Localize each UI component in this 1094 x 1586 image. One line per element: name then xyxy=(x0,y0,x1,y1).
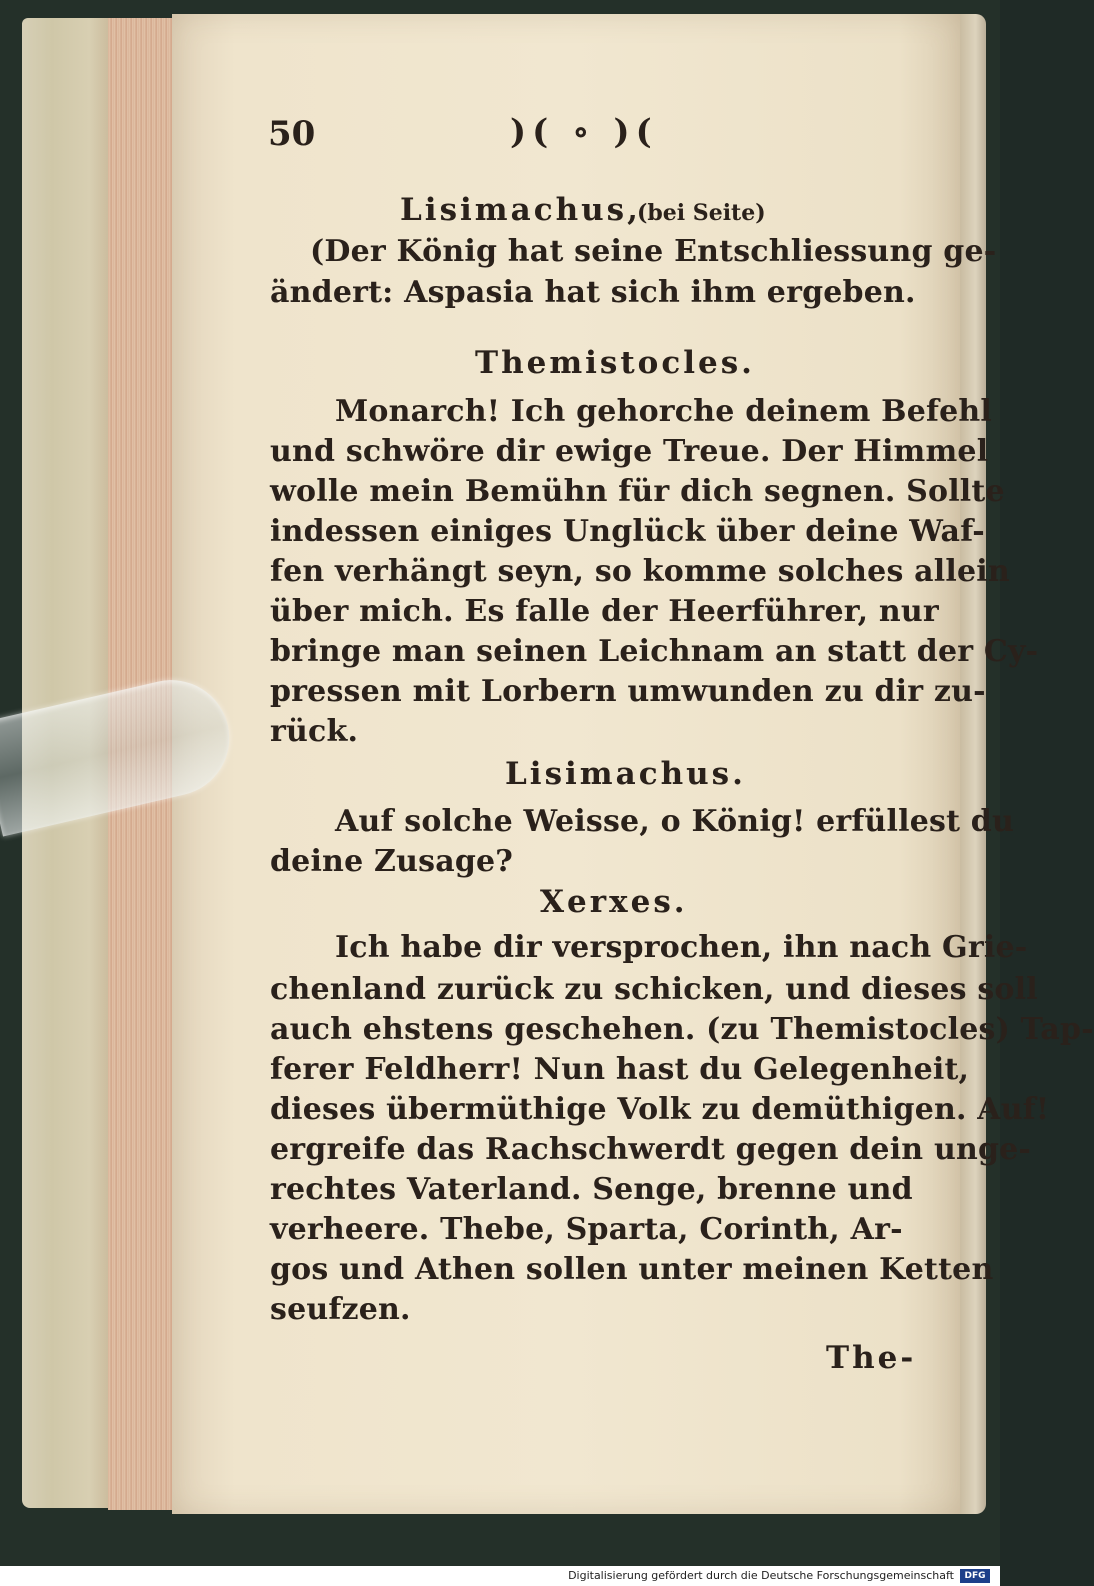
text-line: dieses übermüthige Volk zu demüthigen. Auf! xyxy=(270,1092,1050,1127)
text-line: bringe man seinen Leichnam an statt der Cy- xyxy=(270,634,1039,669)
dfg-logo: DFG xyxy=(960,1569,990,1583)
text-line: chenland zurück zu schicken, und dieses soll xyxy=(270,972,1038,1007)
text-line: seufzen. xyxy=(270,1292,411,1327)
header-ornament: )( ∘ )( xyxy=(510,112,658,152)
catchword: The- xyxy=(826,1340,917,1376)
text-line: wolle mein Bemühn für dich segnen. Sollte xyxy=(270,474,1005,509)
text-line: ergreife das Rachschwerdt gegen dein unge- xyxy=(270,1132,1032,1167)
text-line: über mich. Es falle der Heerführer, nur xyxy=(270,594,939,629)
page-number: 50 xyxy=(268,114,316,154)
text-line: Ich habe dir versprochen, ihn nach Grie- xyxy=(335,930,1028,965)
speaker-name: Themistocles. xyxy=(475,345,755,381)
text-line: deine Zusage? xyxy=(270,844,514,879)
text-line: rück. xyxy=(270,714,359,749)
stage-direction: (bei Seite) xyxy=(637,200,766,226)
text-line: fen verhängt seyn, so komme solches allein xyxy=(270,554,1010,589)
text-line: pressen mit Lorbern umwunden zu dir zu- xyxy=(270,674,986,709)
text-line: indessen einiges Unglück über deine Waf- xyxy=(270,514,985,549)
text-line: und schwöre dir ewige Treue. Der Himmel xyxy=(270,434,989,469)
text-line: (Der König hat seine Entschliessung ge- xyxy=(310,234,997,269)
text-line: ferer Feldherr! Nun hast du Gelegenheit, xyxy=(270,1052,970,1087)
text-line: rechtes Vaterland. Senge, brenne und xyxy=(270,1172,913,1207)
speaker-name: Lisimachus. xyxy=(505,756,746,792)
text-line: gos und Athen sollen unter meinen Ketten xyxy=(270,1252,994,1287)
text-line: ändert: Aspasia hat sich ihm ergeben. xyxy=(270,275,916,310)
speaker-name: Lisimachus, xyxy=(400,192,641,228)
footer-credit: Digitalisierung gefördert durch die Deutsche Forschungsgemeinschaft xyxy=(568,1569,954,1582)
text-line: Auf solche Weisse, o König! erfüllest du xyxy=(335,804,1014,839)
speaker-name: Xerxes. xyxy=(540,884,688,920)
text-line: Monarch! Ich gehorche deinem Befehl xyxy=(335,394,993,429)
text-line: auch ehstens geschehen. (zu Themistocles) Tap- xyxy=(270,1012,1094,1047)
text-line: verheere. Thebe, Sparta, Corinth, Ar- xyxy=(270,1212,903,1247)
